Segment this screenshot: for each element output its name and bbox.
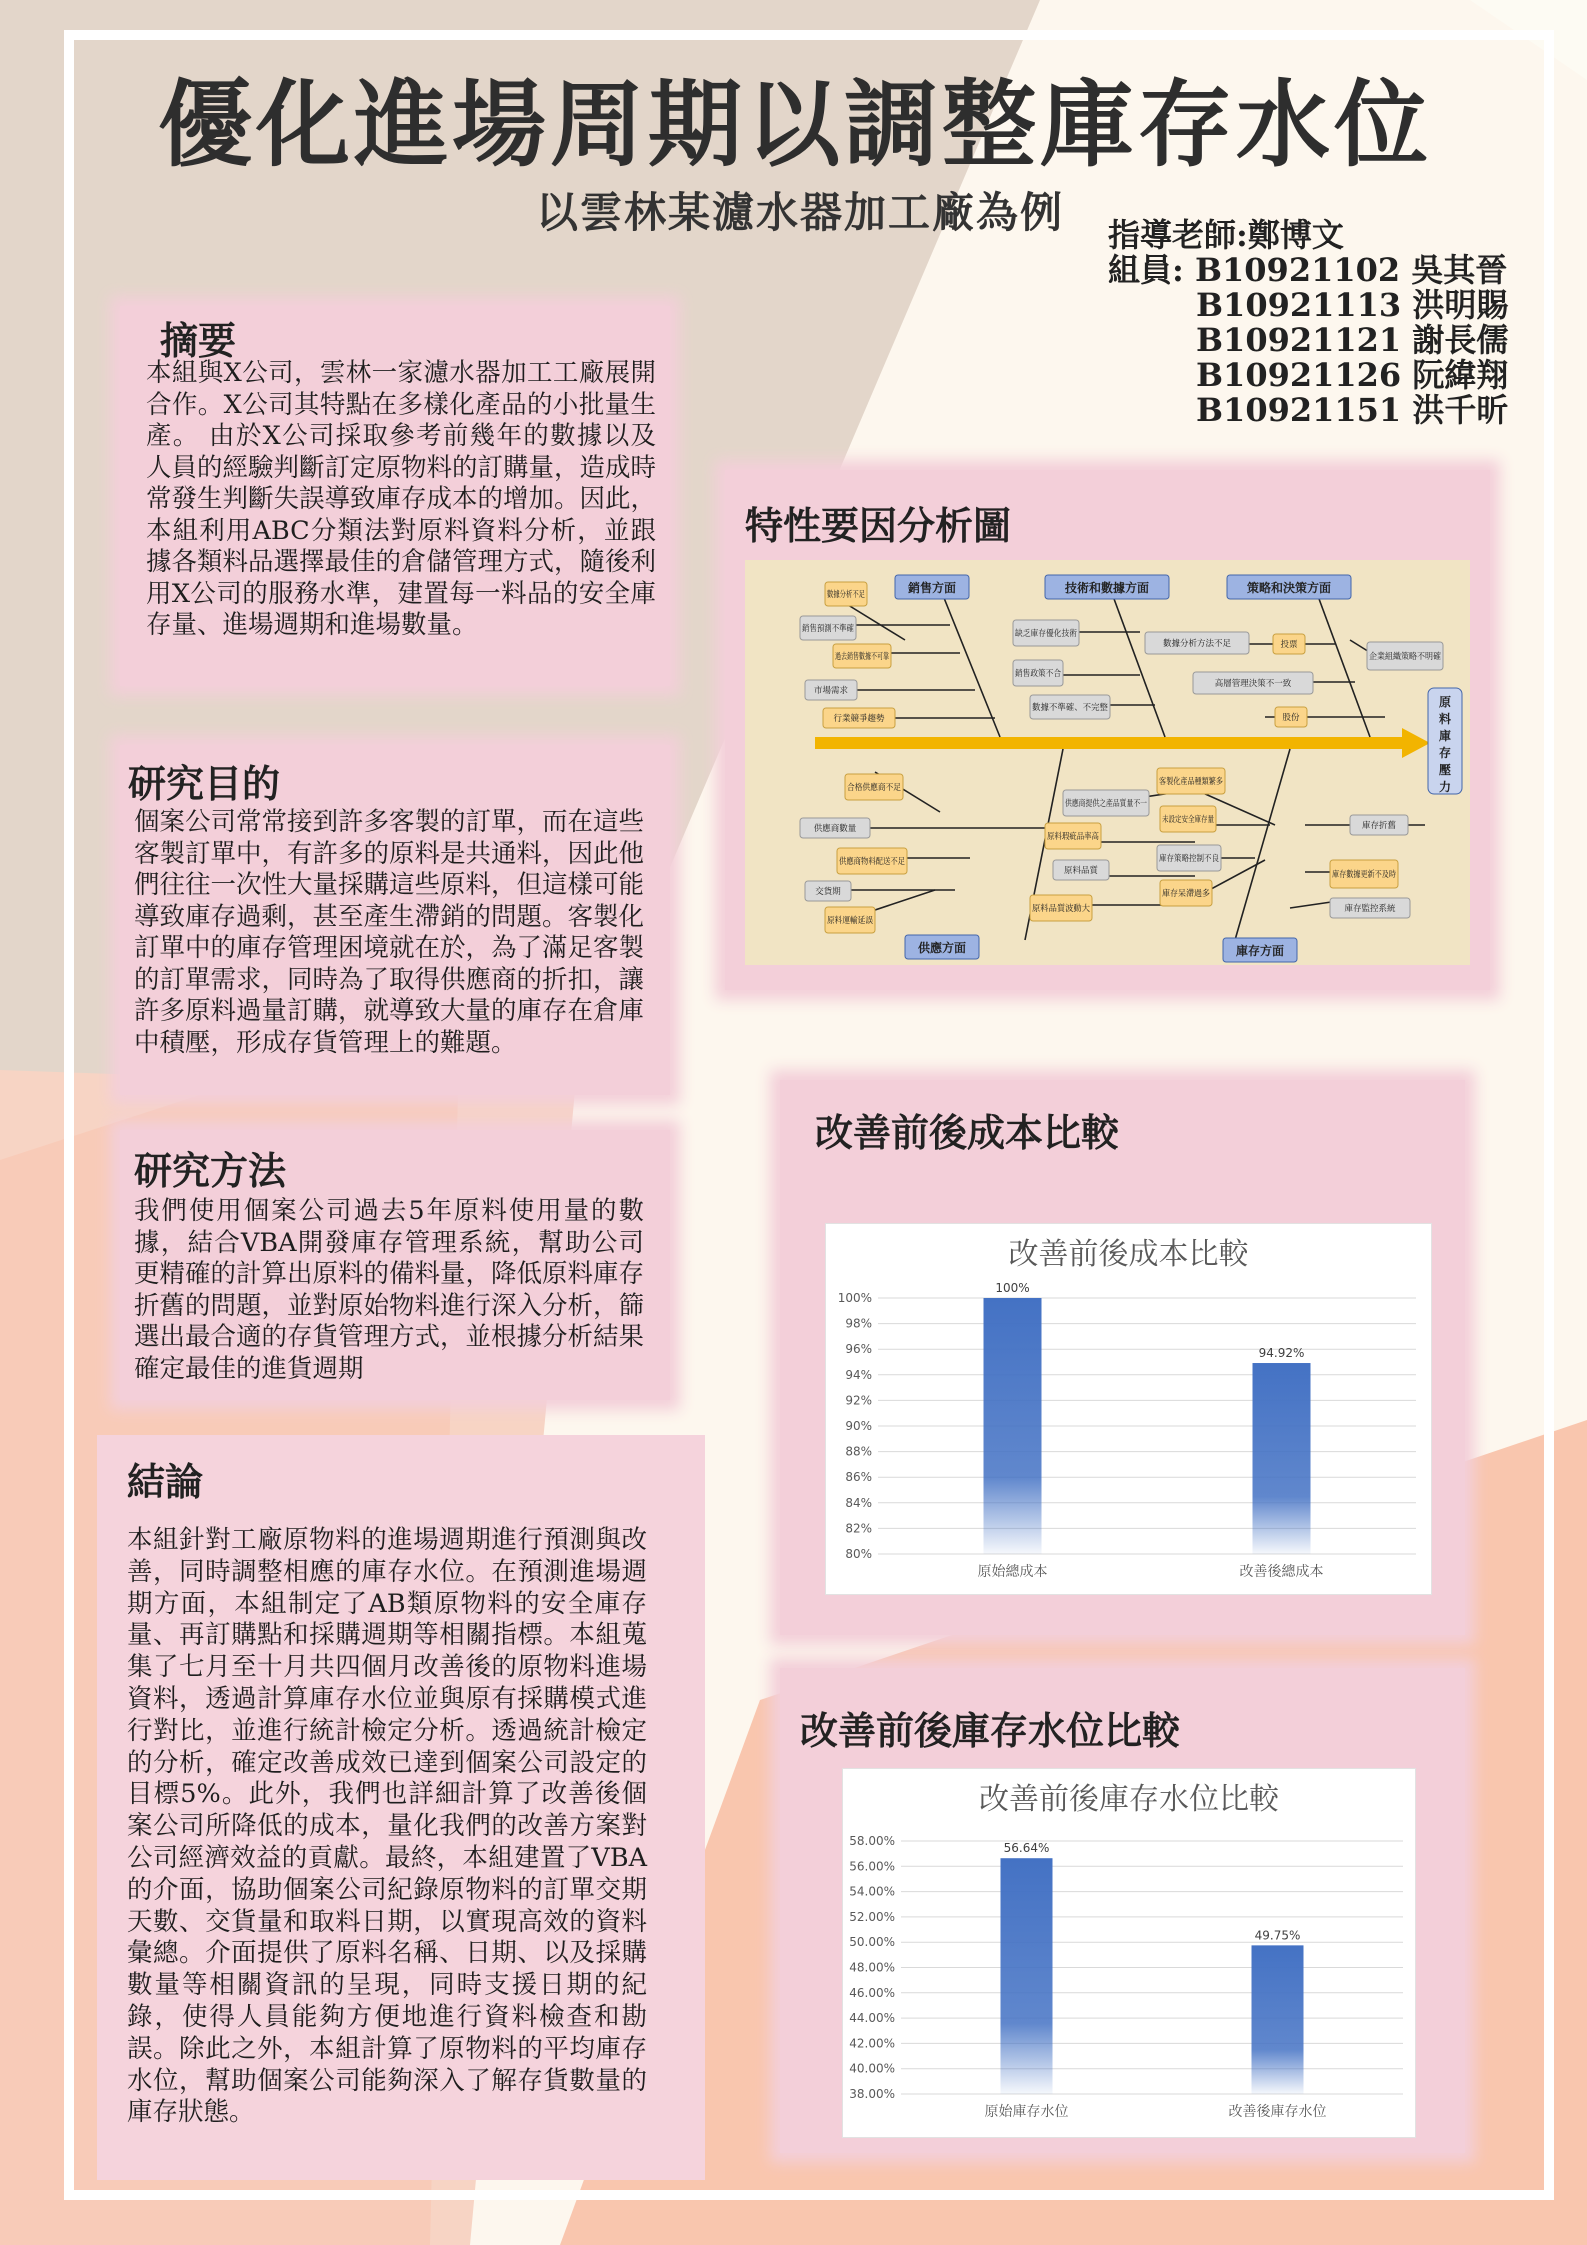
tick-label: 84% xyxy=(845,1495,872,1510)
abstract-text: 本組與X公司，雲林一家濾水器加工工廠展開合作。X公司其特點在多樣化產品的小批量生產。 由於X公司採取參考前幾年的數據以及人員的經驗判斷訂定原物料的訂購量，造成時常發生判斷失誤導致庫存成本的增加。因此，本組利用ABC分類法對原料資料分析，並跟據各類料品選擇最佳的倉儲管理方式，隨後利用X公司的服務水準，建置每一料品的安全庫存量、進場週期和進場數量。 xyxy=(146,358,657,640)
tick-label: 42.00% xyxy=(849,2036,895,2051)
member: B10921102 吳其晉 xyxy=(1194,251,1508,289)
method-heading: 研究方法 xyxy=(134,1148,287,1193)
poster-title: 優化進場周期以調整庫存水位 xyxy=(157,70,1432,180)
method-text: 我們使用個案公司過去5年原料使用量的數據，結合VBA開發庫存管理系統，幫助公司更精確的計算出原料的備料量，降低原料庫存折舊的問題，並對原始物料進行深入分析，篩選出最合適的存貨管理方式，並根據分析結果確定最佳的進貨週期 xyxy=(134,1196,645,1384)
bar xyxy=(984,1298,1042,1554)
cause-label: 行業競爭趨勢 xyxy=(833,714,885,724)
cause-label: 銷售政策不合 xyxy=(1015,669,1067,679)
cause-label: 供應商提供之產品質量不一 xyxy=(1065,799,1168,809)
conclusion-card xyxy=(97,1435,705,2180)
cause-label: 原料瑕疵品率高 xyxy=(1047,832,1107,842)
spine-arrow xyxy=(815,728,1430,758)
cause-label: 過去銷售數據不可靠 xyxy=(835,652,912,662)
tick-label: 92% xyxy=(845,1393,872,1408)
fishbone-svg xyxy=(745,560,1470,965)
category-label: 銷售方面 xyxy=(907,581,957,595)
cause-label: 數據不準確、不完整 xyxy=(1032,703,1109,713)
tick-label: 86% xyxy=(845,1470,872,1485)
svg-text:壓: 壓 xyxy=(1438,763,1452,777)
tick-label: 54.00% xyxy=(849,1884,895,1899)
cause-label: 原料品質波動大 xyxy=(1032,904,1092,914)
bar xyxy=(1001,1858,1053,2094)
chart-title: 改善前後庫存水位比較 xyxy=(979,1782,1279,1817)
cause-label: 股份 xyxy=(1282,713,1300,723)
cause-label: 客製化產品種類繁多 xyxy=(1159,777,1236,787)
chart-title: 改善前後成本比較 xyxy=(1008,1237,1249,1272)
cause-label: 企業組織策略不明確 xyxy=(1369,652,1446,662)
cost-chart xyxy=(825,1223,1432,1595)
tick-label: 50.00% xyxy=(849,1935,895,1950)
svg-text:力: 力 xyxy=(1438,780,1452,794)
cause-label: 缺乏庫存優化技術 xyxy=(1015,629,1084,639)
tick-label: 96% xyxy=(845,1342,872,1357)
category-label: 供應方面 xyxy=(917,941,967,955)
cause-label: 供應商物料配送不足 xyxy=(839,857,916,867)
bar xyxy=(1252,1945,1304,2094)
member: B10921126 阮緯翔 xyxy=(1196,356,1509,394)
svg-text:料: 料 xyxy=(1438,712,1452,726)
poster-subtitle: 以雲林某濾水器加工廠為例 xyxy=(535,188,1064,237)
category-label: 改善後庫存水位 xyxy=(1228,2104,1327,2120)
level-heading: 改善前後庫存水位比較 xyxy=(800,1708,1181,1753)
tick-label: 98% xyxy=(845,1316,872,1331)
cost-heading: 改善前後成本比較 xyxy=(815,1110,1120,1155)
cause-label: 數據分析不足 xyxy=(827,590,879,600)
member: B10921121 謝長儒 xyxy=(1196,321,1509,359)
data-label: 100% xyxy=(995,1281,1030,1295)
tick-label: 80% xyxy=(845,1547,872,1561)
cause-label: 供應商數量 xyxy=(813,824,857,834)
category-label: 庫存方面 xyxy=(1235,944,1285,958)
category-label: 改善後總成本 xyxy=(1239,1564,1324,1580)
members-label: 組員: xyxy=(1108,251,1184,289)
bar xyxy=(1253,1363,1311,1554)
svg-text:原: 原 xyxy=(1438,695,1452,709)
cause-label: 原料品質 xyxy=(1063,866,1099,876)
cause-label: 原料運輸延誤 xyxy=(827,916,879,926)
svg-text:存: 存 xyxy=(1438,746,1452,760)
category-label: 原始總成本 xyxy=(977,1564,1048,1580)
tick-label: 40.00% xyxy=(849,2061,895,2076)
abstract-card xyxy=(120,306,670,686)
cause-label: 數據分析方法不足 xyxy=(1162,639,1232,649)
cause-label: 庫存數據更新不及時 xyxy=(1332,870,1409,880)
tick-label: 82% xyxy=(845,1521,872,1536)
cause-label: 交貨期 xyxy=(815,887,841,897)
fishbone-diagram xyxy=(745,560,1470,965)
category-label: 原始庫存水位 xyxy=(984,2104,1069,2120)
cause-label: 市場需求 xyxy=(813,686,849,696)
cause-label: 庫存監控系統 xyxy=(1344,904,1396,914)
tick-label: 52.00% xyxy=(849,1909,895,1924)
conclusion-heading: 結論 xyxy=(127,1459,204,1504)
tick-label: 44.00% xyxy=(849,2011,895,2026)
tick-label: 90% xyxy=(845,1419,872,1433)
cause-label: 合格供應商不足 xyxy=(847,783,907,793)
purpose-text: 個案公司常常接到許多客製的訂單，而在這些客製訂單中，有許多的原料是共通料，因此他們往往一次性大量採購這些原料，但這樣可能導致庫存過剩，甚至產生滯銷的問題。客製化訂單中的庫存管理困境就在於，為了滿足客製的訂單需求，同時為了取得供應商的折扣，讓許多原料過量訂購，就導致大量的庫存在倉庫中積壓，形成存貨管理上的難題。 xyxy=(134,807,645,1058)
member-row xyxy=(1108,253,1508,288)
data-label: 56.64% xyxy=(1003,1841,1050,1856)
cause-label: 庫存折舊 xyxy=(1361,821,1397,831)
method-card xyxy=(120,1130,670,1400)
cause-label: 未設定安全庫存量 xyxy=(1162,815,1231,825)
category-label: 技術和數據方面 xyxy=(1064,581,1150,595)
purpose-heading: 研究目的 xyxy=(128,761,281,806)
cause-label: 庫存呆滯過多 xyxy=(1162,889,1214,899)
tick-label: 48.00% xyxy=(849,1960,895,1975)
member: B10921151 洪千昕 xyxy=(1196,391,1509,429)
cause-label: 投票 xyxy=(1280,640,1298,650)
tick-label: 58.00% xyxy=(849,1834,895,1848)
team-info xyxy=(1108,218,1508,428)
category-label: 策略和決策方面 xyxy=(1246,581,1332,595)
cost-chart-svg xyxy=(826,1224,1431,1594)
tick-label: 94% xyxy=(845,1367,872,1382)
fishbone-heading: 特性要因分析圖 xyxy=(745,503,1012,548)
level-chart-svg xyxy=(843,1769,1415,2137)
tick-label: 38.00% xyxy=(849,2087,895,2101)
tick-label: 46.00% xyxy=(849,1985,895,2000)
member: B10921113 洪明賜 xyxy=(1196,286,1509,324)
data-label: 94.92% xyxy=(1258,1346,1305,1361)
tick-label: 100% xyxy=(837,1291,872,1305)
tick-label: 56.00% xyxy=(849,1859,895,1874)
svg-text:庫: 庫 xyxy=(1438,729,1452,743)
data-label: 49.75% xyxy=(1254,1928,1301,1943)
purpose-card xyxy=(120,745,670,1095)
level-chart xyxy=(842,1768,1416,2138)
advisor: 指導老師:鄭博文 xyxy=(1108,216,1344,254)
cause-label: 庫存策略控制不良 xyxy=(1159,854,1228,864)
abstract-heading: 摘要 xyxy=(160,318,237,363)
cause-label: 銷售預測不準確 xyxy=(802,624,862,634)
conclusion-text: 本組針對工廠原物料的進場週期進行預測與改善，同時調整相應的庫存水位。在預測進場週期方面，本組制定了AB類原物料的安全庫存量、再訂購點和採購週期等相關指標。本組蒐集了七月至十月共四個月改善後的原物料進場資料，透過計算庫存水位並與原有採購模式進行對比，並進行統計檢定分析。透過統計檢定的分析，確定改善成效已達到個案公司設定的目標5%。此外，我們也詳細計算了改善後個案公司所降低的成本，量化我們的改善方案對公司經濟效益的貢獻。最終，本組建置了VBA的介面，協助個案公司紀錄原物料的訂單交期天數、交貨量和取料日期，以實現高效的資料彙總。介面提供了原料名稱、日期、以及採購數量等相關資訊的呈現，同時支援日期的紀錄，使得人員能夠方便地進行資料檢查和勘誤。除此之外，本組計算了原物料的平均庫存水位，幫助個案公司能夠深入了解存貨數量的庫存狀態。 xyxy=(127,1525,647,2128)
cause-label: 高層管理決策不一致 xyxy=(1214,679,1292,689)
tick-label: 88% xyxy=(845,1444,872,1459)
